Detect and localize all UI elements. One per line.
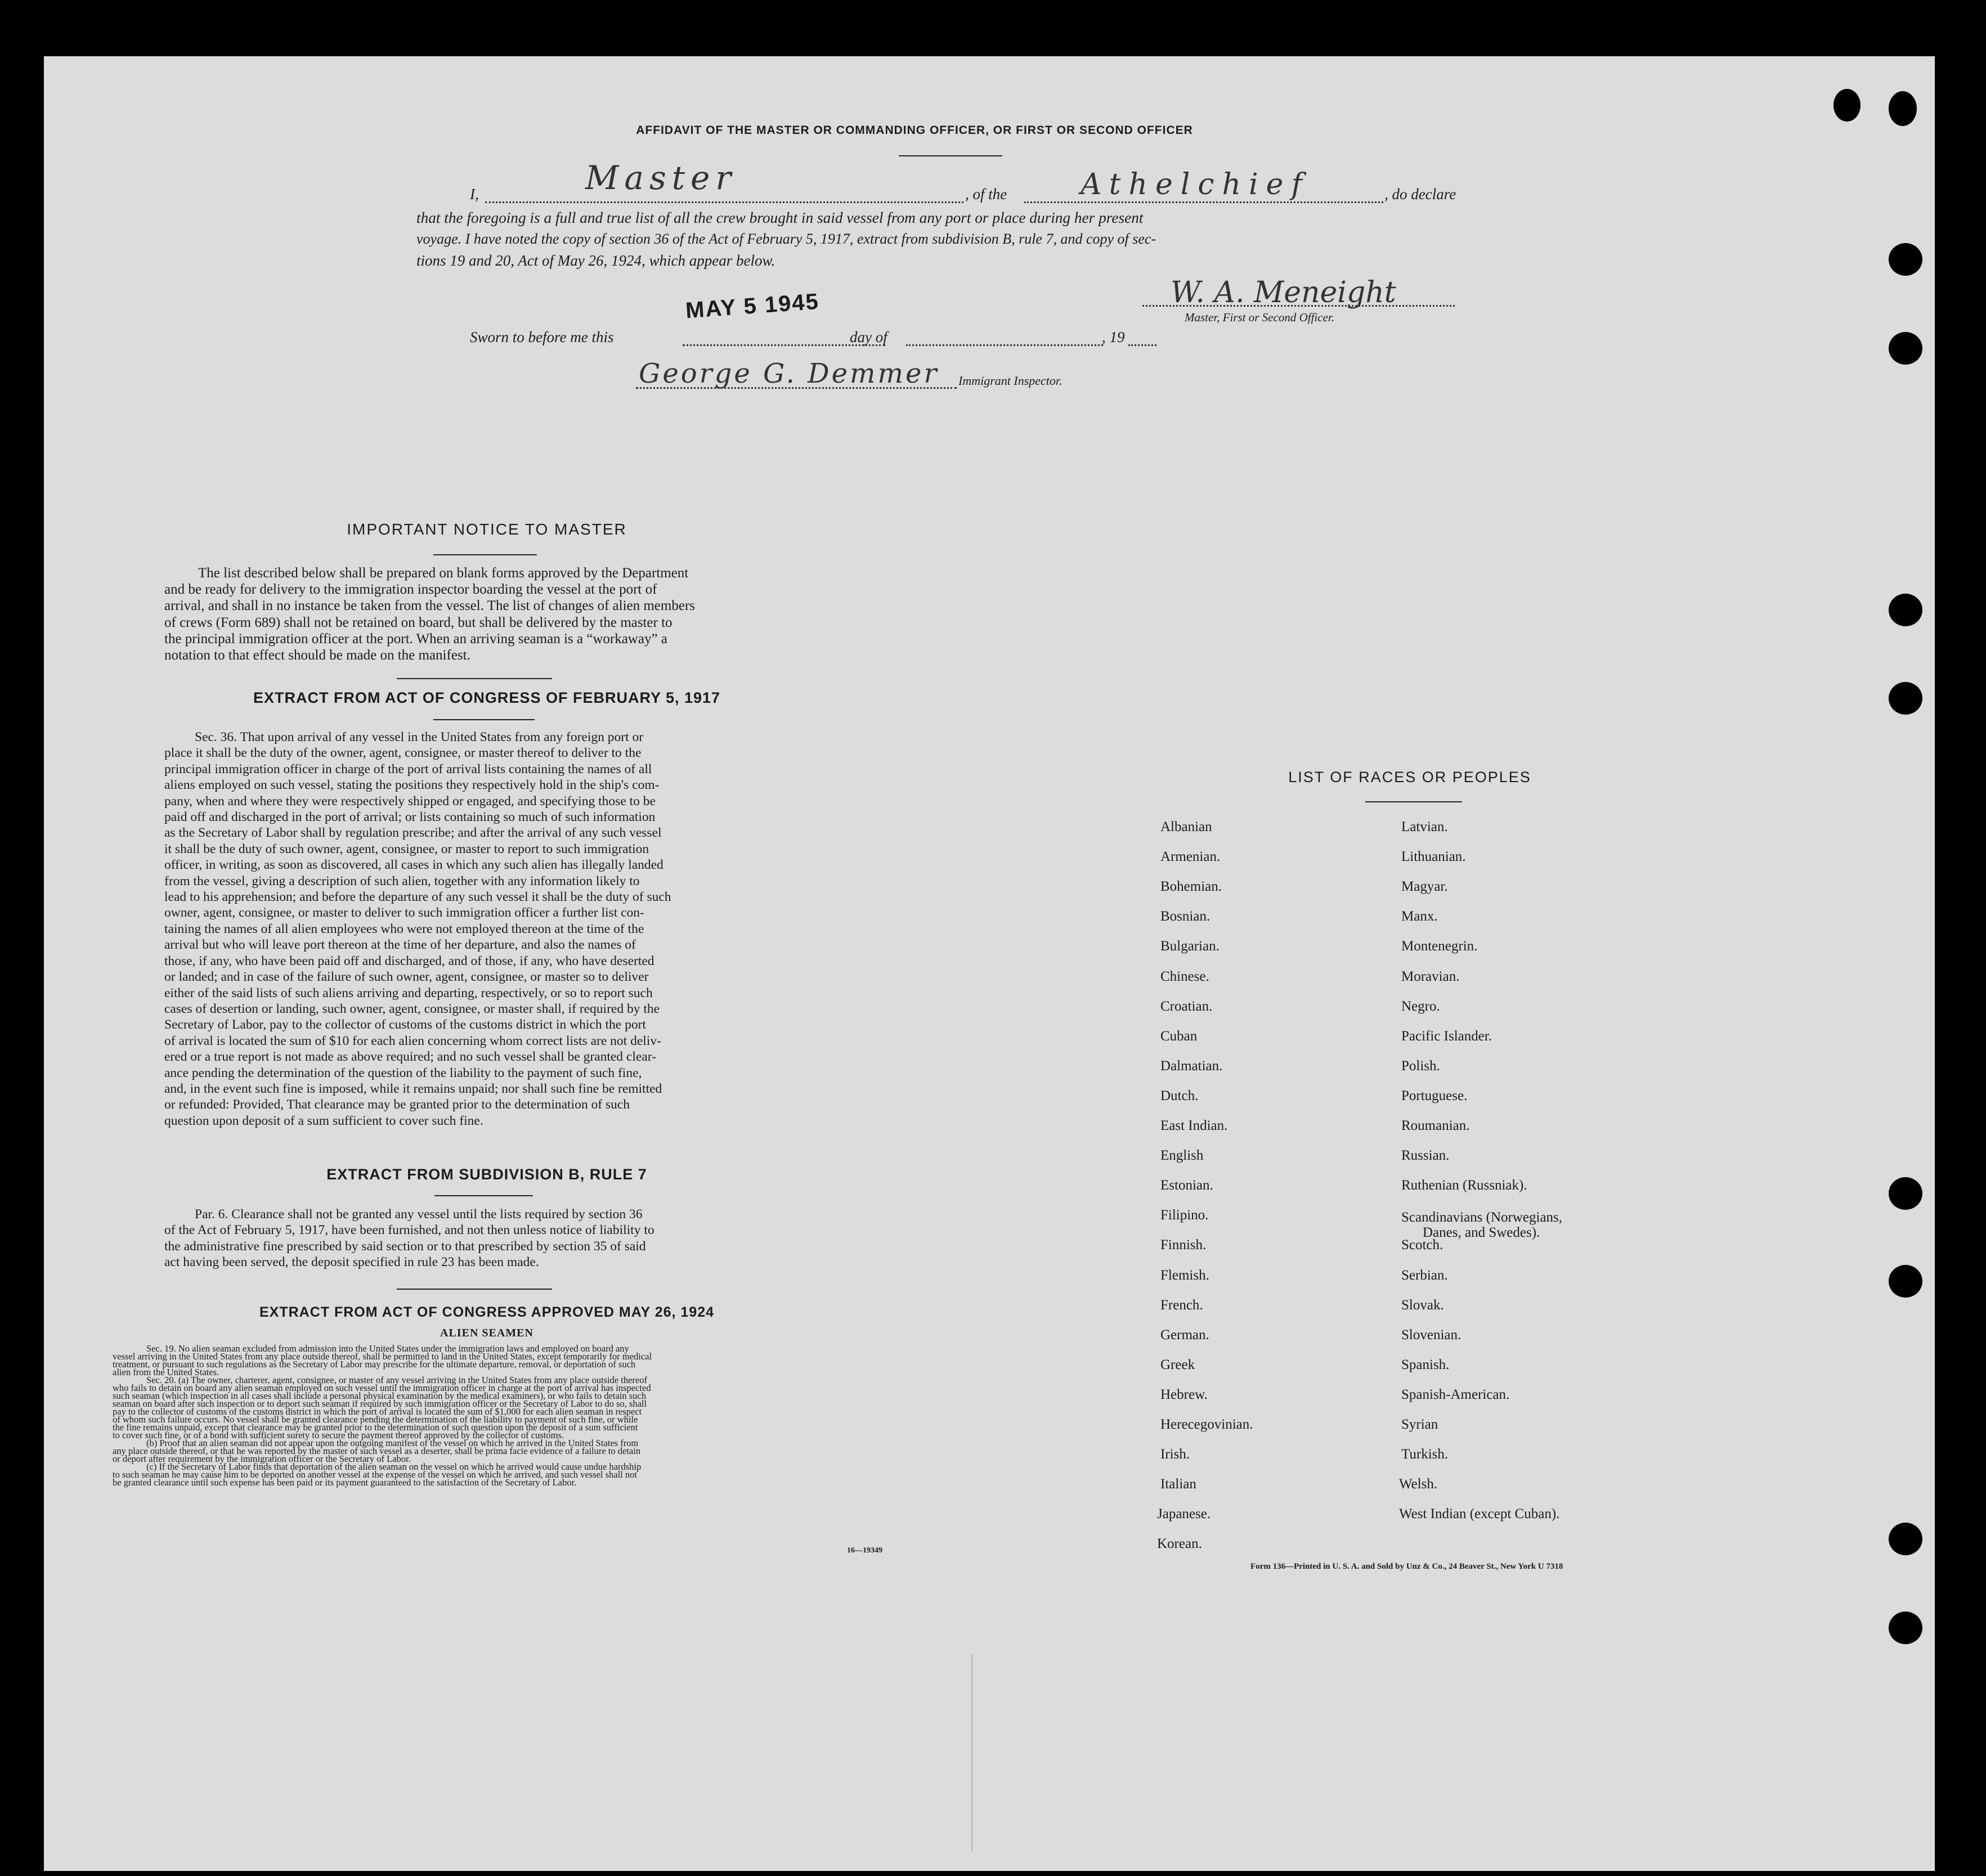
sec-line: be granted clearance until such expense has been paid or its payment guaranteed to the satisfaction of the Secretary of Labor. bbox=[113, 1477, 577, 1488]
race-item: Hebrew. bbox=[1160, 1386, 1208, 1402]
affidavit-body: that the foregoing is a full and true list of all the crew brought in said vessel from any port or place during her present bbox=[416, 209, 1144, 226]
race-item: Estonian. bbox=[1160, 1178, 1213, 1193]
year-label: , 19 bbox=[1102, 329, 1125, 345]
vessel-handwriting: Athelchief bbox=[1081, 168, 1310, 201]
page-fold bbox=[971, 1654, 972, 1851]
sec-line: of whom such failure occurs. No vessel shall be granted clearance pending the determination of the liability to payment of such fine, or while bbox=[113, 1414, 638, 1425]
sec36-line: owner, agent, consignee, or master to deliver to such immigration officer a further list con- bbox=[164, 905, 644, 921]
sec36-line: Sec. 36. That upon arrival of any vessel in the United States from any foreign port or bbox=[195, 730, 644, 744]
sec36-line: from the vessel, giving a description of such alien, together with any information likely to bbox=[164, 873, 640, 888]
race-item: Manx. bbox=[1401, 909, 1438, 924]
notice-line: arrival, and shall in no instance be taken from the vessel. The list of changes of alien members bbox=[164, 598, 695, 614]
divider bbox=[433, 719, 535, 720]
race-item: English bbox=[1160, 1148, 1204, 1164]
sec36-line: of arrival is located the sum of $10 for each alien concerning whom correct lists are not deliv- bbox=[164, 1033, 661, 1048]
sec36-line: officer, in writing, as soon as discovered, all cases in which any such alien has illegally landed bbox=[164, 858, 664, 873]
sec-line: pay to the collector of customs of the customs district in which the port of arrival is located the sum of $1,000 for each alien seaman in respect bbox=[113, 1406, 642, 1417]
punch-hole bbox=[1889, 1265, 1922, 1298]
rule7-line: of the Act of February 5, 1917, have been furnished, and not then unless notice of liability to bbox=[164, 1223, 654, 1238]
extract-1924-title: EXTRACT FROM ACT OF CONGRESS APPROVED MAY 26, 1924 bbox=[259, 1304, 715, 1320]
rule7-line: the administrative fine prescribed by said section or to that prescribed by section 35 of said bbox=[164, 1238, 646, 1254]
vessel-line bbox=[1024, 201, 1383, 203]
race-item: Portuguese. bbox=[1401, 1088, 1468, 1103]
race-item: Serbian. bbox=[1401, 1267, 1448, 1283]
master-signature: W. A. Meneight bbox=[1171, 276, 1396, 309]
rule7-line: act having been served, the deposit specified in rule 23 has been made. bbox=[164, 1255, 539, 1270]
race-item: Polish. bbox=[1401, 1058, 1440, 1074]
race-item: Chinese. bbox=[1160, 968, 1209, 984]
sec36-line: ered or a true report is not made as above required; and no such vessel shall be granted clear- bbox=[164, 1049, 656, 1065]
sec36-line: cases of desertion or landing, such owner, agent, consignee, or master shall, if required by the bbox=[164, 1001, 660, 1016]
sec36-line: Secretary of Labor, pay to the collector of customs of the customs district in which the port bbox=[164, 1017, 646, 1033]
form-imprint: Form 136—Printed in U. S. A. and Sold by Unz & Co., 24 Beaver St., New York U 7318 bbox=[1250, 1562, 1563, 1571]
race-item: Lithuanian. bbox=[1401, 849, 1466, 865]
punch-hole bbox=[1889, 594, 1922, 626]
race-item: Turkish. bbox=[1401, 1447, 1449, 1462]
race-item: Albanian bbox=[1160, 819, 1212, 834]
race-item: Slovak. bbox=[1401, 1297, 1444, 1313]
race-item: Finnish. bbox=[1160, 1237, 1207, 1253]
sec-line: who fails to detain on board any alien seaman employed on such vessel until the immigration officer in charge at the port of arrival has inspected bbox=[113, 1383, 651, 1393]
race-item: German. bbox=[1160, 1327, 1209, 1343]
punch-hole bbox=[1889, 1177, 1922, 1210]
divider bbox=[434, 1195, 533, 1196]
alien-seamen-subtitle: ALIEN SEAMEN bbox=[440, 1327, 534, 1339]
punch-hole bbox=[1889, 682, 1922, 715]
sworn-label: Sworn to before me this bbox=[470, 329, 614, 345]
punch-hole bbox=[1889, 332, 1922, 365]
date-stamp: MAY 5 1945 bbox=[684, 289, 821, 324]
races-title: LIST OF RACES OR PEOPLES bbox=[1288, 769, 1531, 786]
sec-line: or deport after requirement by the immigration officer or the Secretary of Labor. bbox=[113, 1453, 411, 1464]
affidavit-body: tions 19 and 20, Act of May 26, 1924, which appear below. bbox=[416, 252, 775, 269]
race-item: Magyar. bbox=[1401, 879, 1448, 895]
notice-line: notation to that effect should be made on the manifest. bbox=[164, 648, 470, 663]
sec-line: alien from the United States. bbox=[113, 1367, 219, 1377]
race-item: Montenegrin. bbox=[1401, 939, 1478, 954]
race-item: Filipino. bbox=[1160, 1208, 1209, 1223]
race-item: Italian bbox=[1160, 1476, 1196, 1492]
notice-title: IMPORTANT NOTICE TO MASTER bbox=[347, 520, 627, 538]
sec36-line: arrival but who will leave port thereon at the time of her departure, and also the names of bbox=[164, 937, 636, 953]
notice-line: the principal immigration officer at the port. When an arriving seaman is a “workaway” a bbox=[164, 631, 667, 647]
race-item: Syrian bbox=[1401, 1417, 1438, 1432]
sec36-line: or refunded: Provided, That clearance may be granted prior to the determination of such bbox=[164, 1097, 630, 1112]
sec-line: (b) Proof that an alien seaman did not appear upon the outgoing manifest of the vessel on which he arrived in the United States from bbox=[146, 1438, 639, 1448]
race-item: Russian. bbox=[1401, 1148, 1450, 1164]
sec-line: (c) If the Secretary of Labor finds that deportation of the alien seaman on the vessel on which he arrived would cause undue hardship bbox=[146, 1461, 642, 1472]
rule7-line: Par. 6. Clearance shall not be granted any vessel until the lists required by section 36 bbox=[195, 1207, 643, 1222]
race-item: Armenian. bbox=[1160, 849, 1221, 865]
sec36-line: taining the names of all alien employees who were not employed thereon at the time of the bbox=[164, 921, 644, 936]
race-item: Welsh. bbox=[1399, 1476, 1438, 1492]
punch-hole bbox=[1889, 1523, 1922, 1555]
notice-line: and be ready for delivery to the immigration inspector boarding the vessel at the port of bbox=[164, 582, 657, 598]
sec36-line: those, if any, who have been paid off and discharged, and of those, if any, who have deserted bbox=[164, 953, 654, 968]
sec-line: such seaman (which inspection in all cases shall include a personal physical examination by the medical examiners), or who fails to detain such bbox=[113, 1390, 647, 1401]
race-item: Croatian. bbox=[1160, 998, 1213, 1014]
rule-7-text bbox=[164, 1206, 808, 1271]
sec36-line: or landed; and in case of the failure of such owner, agent, consignee, or master so to deliver bbox=[164, 970, 649, 985]
sec-line: treatment, or pursuant to such regulations as the Secretary of Labor may prescribe for the ultimate departure, removal, or deportation of such bbox=[113, 1359, 636, 1370]
inspector-signature: George G. Demmer bbox=[639, 358, 939, 389]
divider bbox=[1365, 801, 1462, 802]
divider bbox=[433, 554, 537, 555]
sec36-line: aliens employed on such vessel, stating the positions they respectively hold in the ship's com- bbox=[164, 778, 660, 793]
sec-line: Sec. 19. No alien seaman excluded from admission into the United States under the immigration laws and employed on board any bbox=[146, 1343, 629, 1354]
race-item: Spanish. bbox=[1401, 1357, 1450, 1372]
race-item: Cuban bbox=[1160, 1028, 1198, 1044]
punch-hole bbox=[1889, 91, 1917, 126]
notice-text bbox=[164, 565, 810, 663]
sec-line: the fine remains unpaid, except that clearance may be granted prior to the determination of such question upon the deposit of a sum sufficient bbox=[113, 1422, 638, 1433]
race-item: Irish. bbox=[1160, 1447, 1190, 1462]
race-item: Scandinavians (Norwegians, bbox=[1401, 1210, 1563, 1226]
sec36-line: and, in the event such fine is imposed, while it remains unpaid; nor shall such fine be remitted bbox=[164, 1081, 662, 1096]
sec36-line: as the Secretary of Labor shall by regulation prescribe; and after the arrival of any such vessel bbox=[164, 825, 662, 841]
sec36-line: question upon deposit of a sum sufficient to cover such fine. bbox=[164, 1113, 483, 1128]
sec-line: any place outside thereof, or that he was reported by the master of such vessel as a deserter, shall be prima facie evidence of a failure to detain bbox=[113, 1446, 641, 1456]
sec-line: to such seaman he may cause him to be deported on another vessel at the expense of the vessel on which he arrived, and such vessel shall not bbox=[113, 1469, 637, 1480]
race-item: West Indian (except Cuban). bbox=[1399, 1506, 1560, 1522]
sec36-line: it shall be the duty of such owner, agent, consignee, or master to report to such immigration bbox=[164, 841, 649, 856]
race-item: Japanese. bbox=[1157, 1506, 1211, 1522]
signature-line bbox=[1142, 305, 1455, 307]
race-item: Latvian. bbox=[1401, 819, 1448, 834]
race-item: Slovenian. bbox=[1401, 1327, 1462, 1343]
declare-label: , do declare bbox=[1384, 186, 1456, 203]
race-item: Bulgarian. bbox=[1160, 939, 1220, 954]
divider bbox=[899, 155, 1002, 156]
race-item: Roumanian. bbox=[1401, 1118, 1470, 1133]
sec36-line: either of the said lists of such aliens arriving and departing, respectively, or so to report such bbox=[164, 985, 653, 1000]
race-item: Moravian. bbox=[1401, 968, 1460, 984]
name-line bbox=[485, 201, 963, 203]
race-item: East Indian. bbox=[1160, 1118, 1228, 1133]
section-36-text bbox=[164, 729, 808, 1129]
punch-hole bbox=[1889, 243, 1922, 276]
sec36-line: place it shall be the duty of the owner, agent, consignee, or master thereof to deliver to the bbox=[164, 746, 642, 761]
sec36-line: paid off and discharged in the port of arrival; or lists containing so much of such information bbox=[164, 810, 656, 825]
race-item: Bohemian. bbox=[1160, 879, 1222, 895]
race-item: Flemish. bbox=[1160, 1267, 1209, 1283]
sec36-line: principal immigration officer in charge of the port of arrival lists containing the names of all bbox=[164, 761, 652, 777]
sec-line: seaman on board after such inspection or to deport such seaman if required by such immigration officer or the Secretary of Labor to do so, shall bbox=[113, 1398, 647, 1409]
sworn-year-line bbox=[1128, 344, 1156, 346]
sec-line: to cover such fine, or of a bond with sufficient surety to secure the payment thereof approved by the collector of customs. bbox=[113, 1430, 564, 1440]
race-item: Dutch. bbox=[1160, 1088, 1199, 1103]
rule-7-title: EXTRACT FROM SUBDIVISION B, RULE 7 bbox=[326, 1166, 647, 1183]
race-item: Pacific Islander. bbox=[1401, 1028, 1492, 1044]
race-item: Herecegovinian. bbox=[1160, 1417, 1253, 1432]
race-item: Ruthenian (Russniak). bbox=[1401, 1178, 1527, 1193]
notice-line: of crews (Form 689) shall not be retained on board, but shall be delivered by the master to bbox=[164, 614, 673, 630]
day-of-label: day of bbox=[850, 329, 887, 345]
affidavit-title: AFFIDAVIT OF THE MASTER OR COMMANDING OFFICER, OR FIRST OR SECOND OFFICER bbox=[636, 124, 1193, 137]
race-item: Scotch. bbox=[1401, 1237, 1443, 1253]
sec36-line: lead to his apprehension; and before the departure of any such vessel it shall be the duty of such bbox=[164, 890, 671, 905]
divider bbox=[397, 1289, 552, 1290]
race-item: Danes, and Swedes). bbox=[1423, 1225, 1540, 1241]
punch-hole bbox=[1889, 1612, 1922, 1644]
sworn-month-line bbox=[906, 344, 1103, 346]
sec-line: vessel arriving in the United States from any place outside thereof, shall be permitted to land in the United States, except temporarily for medical bbox=[113, 1351, 652, 1362]
notice-line: The list described below shall be prepared on blank forms approved by the Department bbox=[198, 566, 689, 581]
signer-label: Master, First or Second Officer. bbox=[1185, 311, 1334, 324]
affidavit-body: voyage. I have noted the copy of section 36 of the Act of February 5, 1917, extract from subdivision B, rule 7, and copy of sec- bbox=[416, 231, 1156, 247]
form-code: 16—19349 bbox=[847, 1546, 882, 1555]
of-the-label: , of the bbox=[965, 186, 1007, 203]
race-item: Spanish-American. bbox=[1401, 1386, 1510, 1402]
race-item: Korean. bbox=[1157, 1536, 1202, 1552]
race-item: Dalmatian. bbox=[1160, 1058, 1223, 1074]
race-item: French. bbox=[1160, 1297, 1203, 1313]
extract-1917-title: EXTRACT FROM ACT OF CONGRESS OF FEBRUARY 5, 1917 bbox=[253, 689, 721, 706]
sec36-line: ance pending the determination of the question of the liability to the payment of such fine, bbox=[164, 1065, 642, 1080]
sec-line: Sec. 20. (a) The owner, charterer, agent, consignee, or master of any vessel arriving in the United States from any place outside thereof bbox=[146, 1375, 647, 1385]
inspector-label: Immigrant Inspector. bbox=[958, 374, 1063, 388]
sec36-line: pany, when and where they were respectively shipped or engaged, and specifying those to be bbox=[164, 793, 656, 809]
race-item: Negro. bbox=[1401, 998, 1440, 1014]
sections-19-20-text bbox=[113, 1345, 896, 1487]
divider bbox=[397, 678, 552, 679]
inspector-line bbox=[636, 387, 957, 389]
punch-hole bbox=[1833, 89, 1861, 122]
i-label: I, bbox=[470, 186, 479, 203]
race-item: Greek bbox=[1160, 1357, 1195, 1372]
race-item: Bosnian. bbox=[1160, 909, 1211, 924]
name-handwriting: Master bbox=[585, 159, 737, 197]
